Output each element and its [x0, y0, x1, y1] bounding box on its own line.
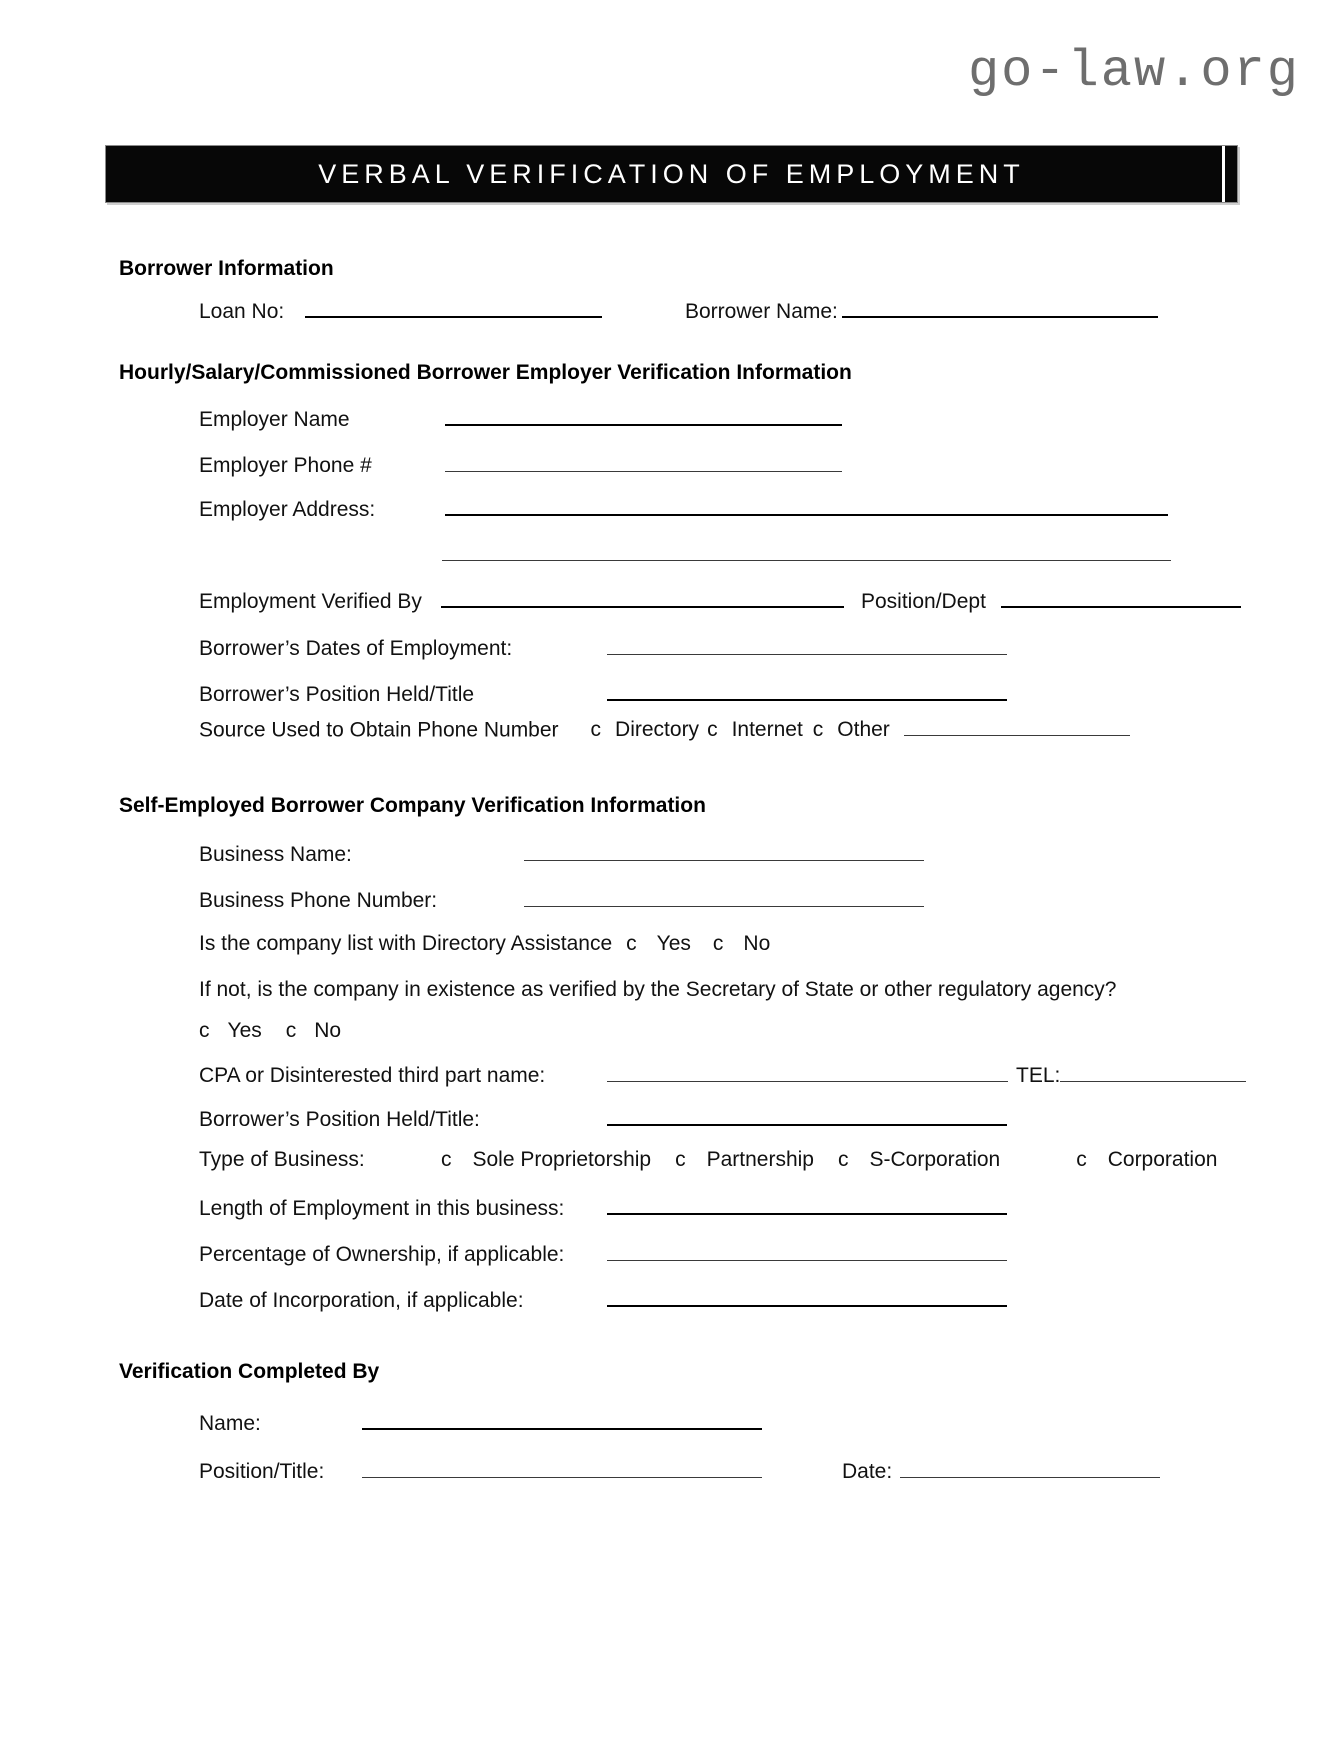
length-of-employment-row — [199, 1194, 1007, 1221]
form-title-bar — [105, 145, 1238, 203]
length-of-employment-field[interactable] — [607, 1194, 1007, 1215]
checkbox-source-internet[interactable]: c — [707, 718, 718, 742]
date-of-incorporation-field[interactable] — [607, 1286, 1007, 1307]
position-held-title-field[interactable] — [607, 680, 1007, 701]
checkbox-existence-no[interactable]: c — [285, 1019, 297, 1042]
business-name-field[interactable] — [524, 840, 924, 861]
verification-section-heading: Verification Completed By — [119, 1360, 380, 1383]
type-sole-proprietorship-label: Sole Proprietorship — [472, 1148, 652, 1171]
se-position-held-title-label: Borrower’s Position Held/Title: — [199, 1108, 480, 1132]
employer-phone-row — [199, 451, 842, 478]
percentage-ownership-field[interactable] — [607, 1240, 1007, 1261]
business-phone-row — [199, 886, 924, 913]
employer-address-label: Employer Address: — [199, 498, 376, 522]
employer-phone-label: Employer Phone # — [199, 454, 372, 478]
checkbox-type-corporation[interactable]: c — [1076, 1148, 1087, 1171]
employer-name-field[interactable] — [445, 405, 842, 426]
dates-of-employment-field[interactable] — [607, 634, 1007, 655]
source-option-directory-label: Directory — [615, 718, 700, 742]
source-row — [199, 715, 1130, 742]
type-corporation-label: Corporation — [1107, 1148, 1218, 1171]
business-name-label: Business Name: — [199, 843, 352, 867]
employer-name-row — [199, 405, 842, 432]
date-of-incorporation-label: Date of Incorporation, if applicable: — [199, 1289, 524, 1313]
cpa-label: CPA or Disinterested third part name: — [199, 1064, 546, 1088]
checkbox-source-directory[interactable]: c — [590, 718, 602, 742]
verifier-position-title-field[interactable] — [362, 1457, 762, 1478]
directory-assistance-question: Is the company list with Directory Assistance — [199, 932, 613, 955]
title-bar-divider — [1222, 146, 1225, 202]
self-employed-section-heading: Self-Employed Borrower Company Verification Information — [119, 794, 706, 817]
employer-section-heading: Hourly/Salary/Commissioned Borrower Employer Verification Information — [119, 361, 852, 384]
cpa-name-field[interactable] — [607, 1061, 1008, 1082]
position-dept-field[interactable] — [1001, 587, 1241, 608]
position-held-row — [199, 680, 1007, 707]
percentage-ownership-row — [199, 1240, 1007, 1267]
tel-field[interactable] — [1060, 1061, 1246, 1082]
employer-phone-field[interactable] — [445, 451, 842, 472]
checkbox-listed-yes[interactable]: c — [626, 932, 637, 955]
verifier-position-title-label: Position/Title: — [199, 1460, 325, 1484]
employer-address-row-2 — [199, 540, 1171, 567]
borrower-section-heading: Borrower Information — [119, 257, 334, 280]
site-logo: go-law.org — [967, 42, 1300, 101]
form-title: VERBAL VERIFICATION OF EMPLOYMENT — [318, 158, 1025, 189]
loan-no-label: Loan No: — [199, 300, 285, 324]
employer-address-field-2[interactable] — [442, 540, 1171, 561]
type-of-business-row — [199, 1148, 1217, 1172]
date-of-incorporation-row — [199, 1286, 1007, 1313]
dates-of-employment-row — [199, 634, 1007, 661]
checkbox-type-s-corporation[interactable]: c — [837, 1148, 849, 1171]
position-held-title-label: Borrower’s Position Held/Title — [199, 683, 475, 707]
type-of-business-label: Type of Business: — [199, 1148, 365, 1171]
existence-no-label: No — [314, 1019, 342, 1042]
loan-no-field[interactable] — [305, 297, 602, 318]
length-of-employment-label: Length of Employment in this business: — [199, 1197, 565, 1221]
source-label: Source Used to Obtain Phone Number — [199, 718, 559, 742]
employment-verified-row — [199, 587, 1241, 614]
checkbox-existence-yes[interactable]: c — [199, 1019, 210, 1042]
existence-yes-label: Yes — [227, 1019, 262, 1042]
percentage-ownership-label: Percentage of Ownership, if applicable: — [199, 1243, 565, 1267]
listed-no-label: No — [743, 932, 771, 955]
verification-date-label: Date: — [842, 1460, 893, 1484]
employer-name-label: Employer Name — [199, 408, 350, 432]
existence-question: If not, is the company in existence as verified by the Secretary of State or other regulatory agency? — [199, 978, 1117, 1001]
business-name-row — [199, 840, 924, 867]
type-s-corporation-label: S-Corporation — [869, 1148, 1001, 1171]
position-dept-label: Position/Dept — [861, 590, 986, 614]
checkbox-type-partnership[interactable]: c — [675, 1148, 686, 1171]
source-other-field[interactable] — [904, 715, 1130, 736]
listed-yes-label: Yes — [656, 932, 691, 955]
source-option-other-label: Other — [837, 718, 890, 742]
verifier-name-label: Name: — [199, 1412, 261, 1436]
cpa-row — [199, 1061, 1246, 1088]
checkbox-source-other[interactable]: c — [812, 718, 824, 742]
tel-label: TEL: — [1016, 1064, 1061, 1088]
borrower-name-label: Borrower Name: — [685, 300, 838, 324]
borrower-name-field[interactable] — [842, 297, 1158, 318]
directory-assistance-row — [199, 932, 770, 956]
type-partnership-label: Partnership — [706, 1148, 814, 1171]
se-position-held-row — [199, 1105, 1007, 1132]
se-position-held-title-field[interactable] — [607, 1105, 1007, 1126]
business-phone-field[interactable] — [524, 886, 924, 907]
loan-borrower-row — [199, 297, 1158, 324]
source-option-internet-label: Internet — [731, 718, 803, 742]
dates-of-employment-label: Borrower’s Dates of Employment: — [199, 637, 513, 661]
verifier-name-row — [199, 1409, 762, 1436]
verification-date-field[interactable] — [900, 1457, 1160, 1478]
employer-address-row — [199, 495, 1168, 522]
existence-yes-no-row — [199, 1019, 341, 1043]
employer-address-field[interactable] — [445, 495, 1168, 516]
checkbox-listed-no[interactable]: c — [712, 932, 724, 955]
employment-verified-by-label: Employment Verified By — [199, 590, 422, 614]
business-phone-label: Business Phone Number: — [199, 889, 438, 913]
verifier-name-field[interactable] — [362, 1409, 762, 1430]
verifier-position-row — [199, 1457, 1160, 1484]
checkbox-type-sole-proprietorship[interactable]: c — [441, 1148, 452, 1171]
existence-question-row — [199, 978, 1117, 1002]
employment-verified-by-field[interactable] — [441, 587, 844, 608]
